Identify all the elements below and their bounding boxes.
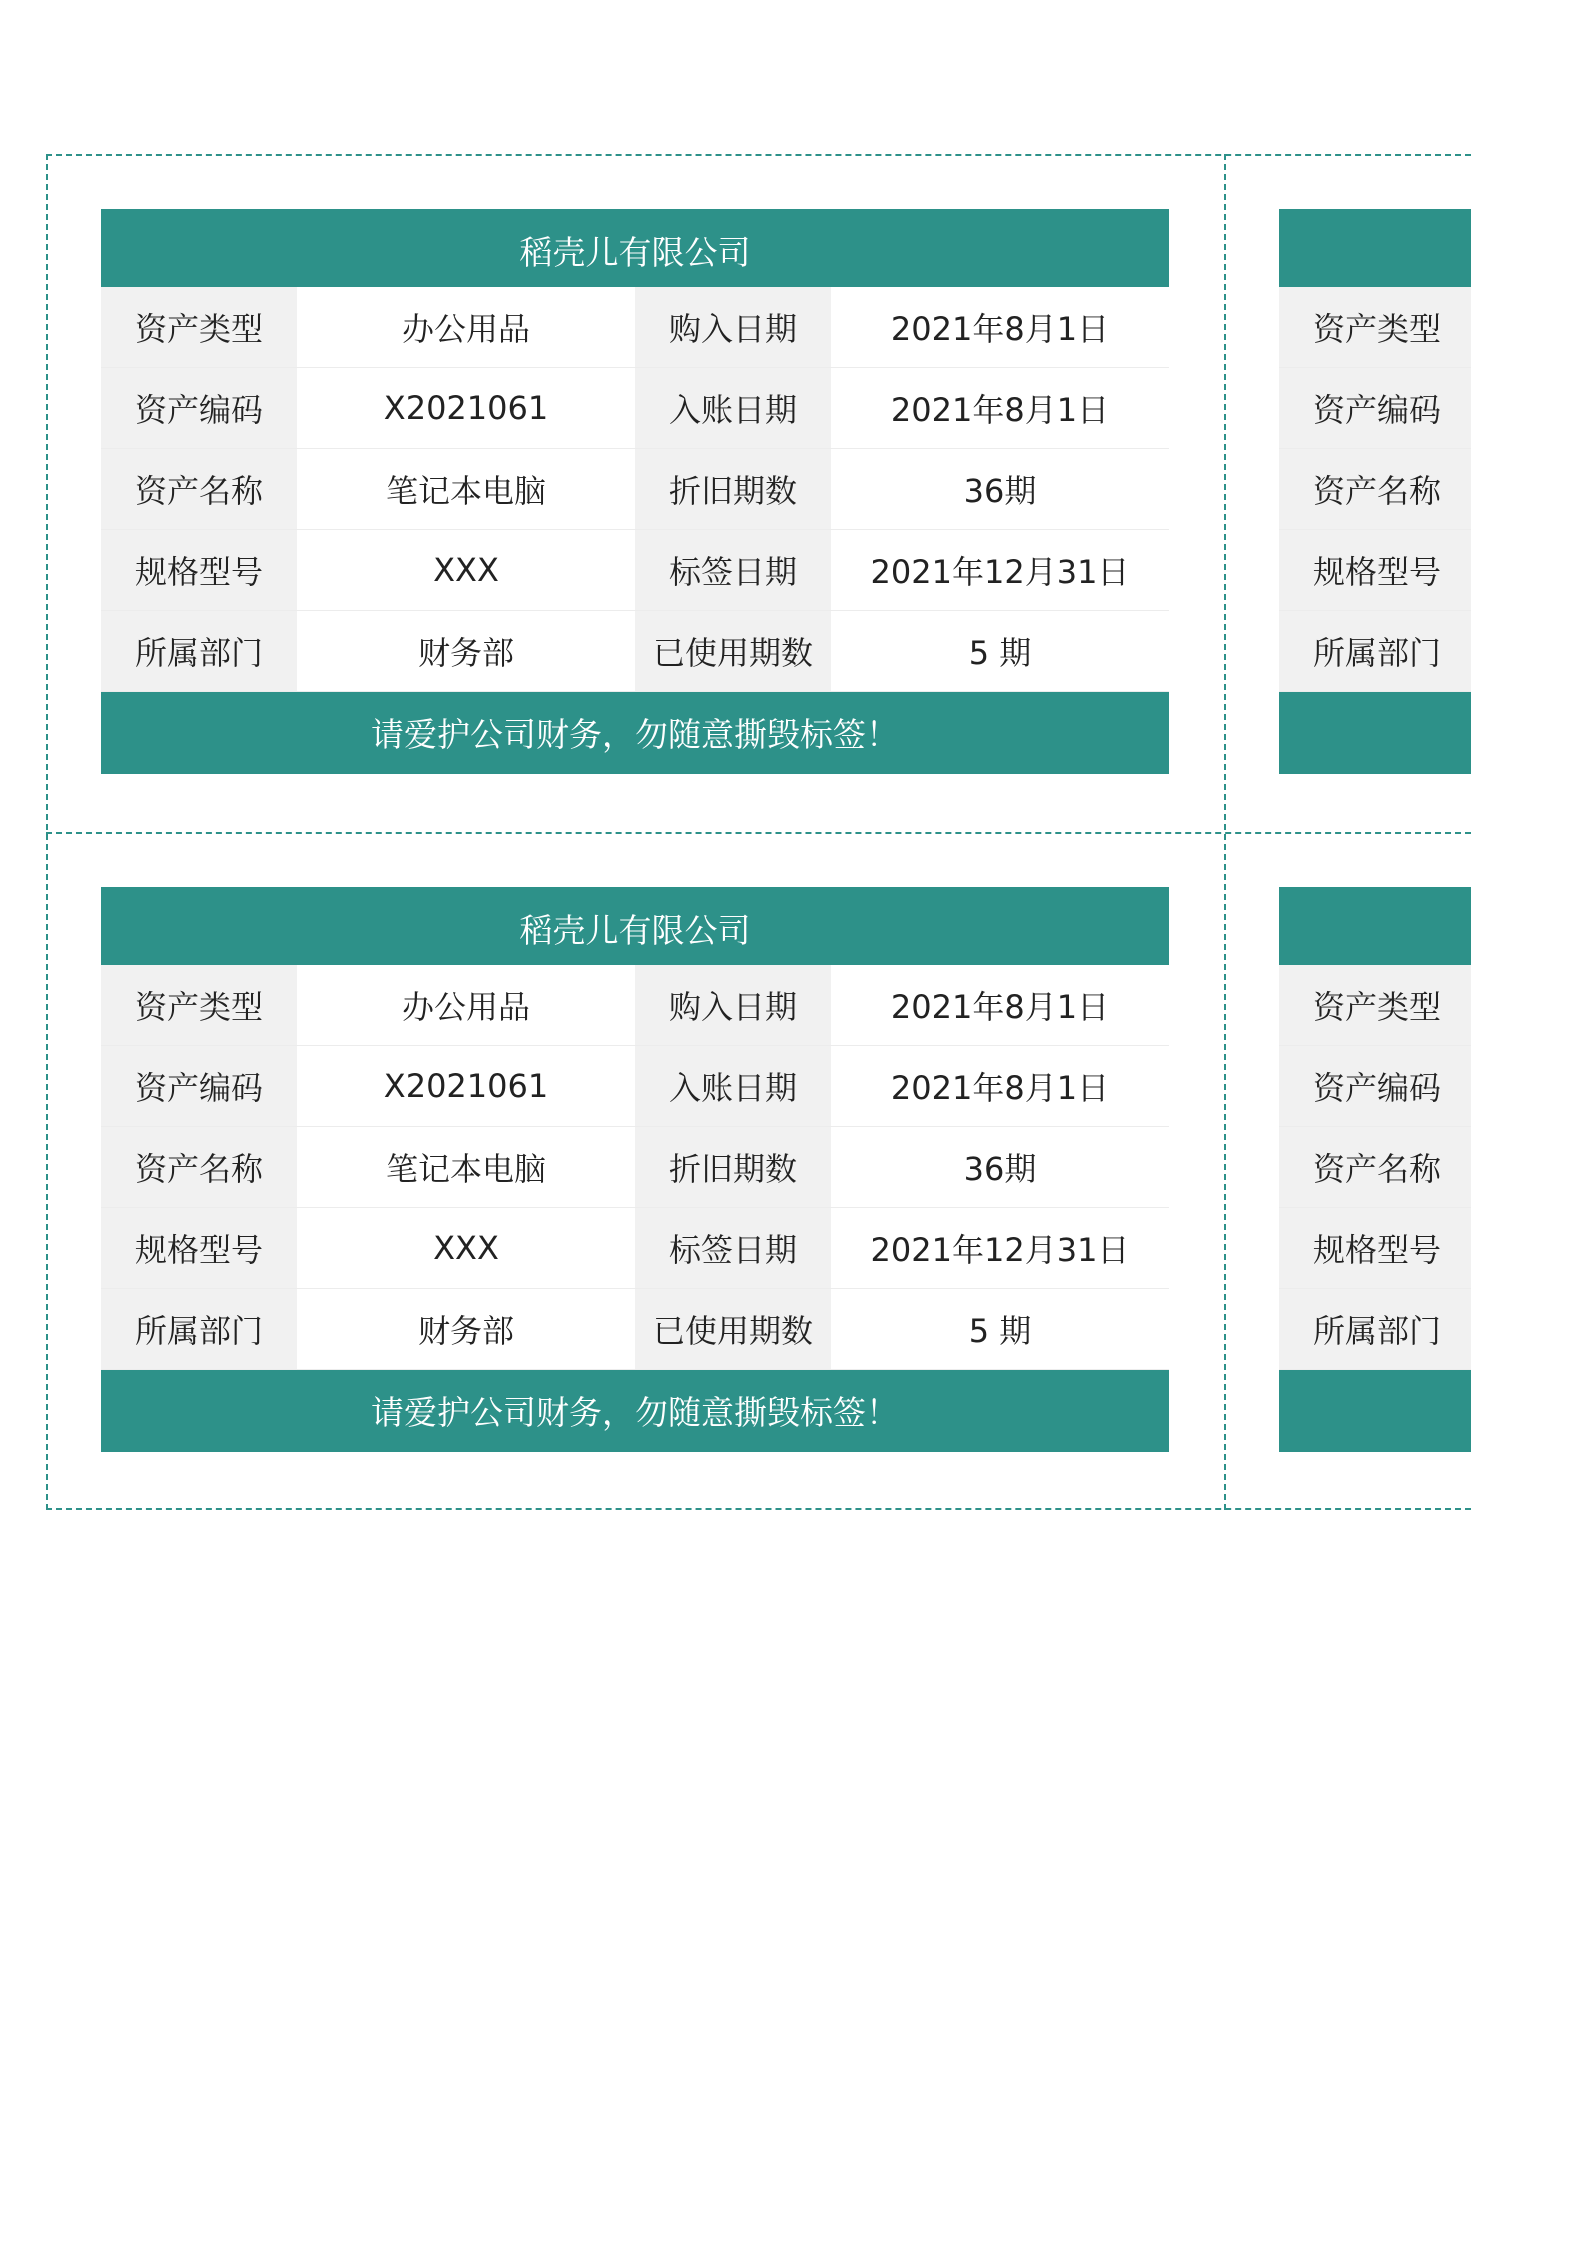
field-label: 所属部门 [1279, 611, 1471, 691]
field-label: 所属部门 [1279, 1289, 1471, 1369]
asset-label-card-partial [1279, 887, 1471, 1452]
field-value: XXX [433, 1229, 499, 1267]
field-label: 资产名称 [101, 449, 297, 529]
field-value: 36期 [963, 1150, 1037, 1188]
field-label: 折旧期数 [635, 1127, 831, 1207]
field-label: 入账日期 [635, 368, 831, 448]
company-name: 稻壳儿有限公司 [101, 209, 1169, 287]
field-value: 笔记本电脑 [385, 472, 546, 510]
field-value: XXX [433, 551, 499, 589]
field-value: 财务部 [417, 634, 514, 672]
table-row [101, 1208, 1169, 1289]
field-label: 资产编码 [1279, 368, 1471, 448]
field-value: 2021年8月1日 [890, 310, 1110, 348]
cut-line-top [46, 154, 1471, 156]
field-label: 资产编码 [101, 1046, 297, 1126]
table-row [1279, 1127, 1471, 1208]
field-label: 规格型号 [101, 530, 297, 610]
field-label: 已使用期数 [635, 611, 831, 691]
field-label: 所属部门 [101, 1289, 297, 1369]
field-label: 资产名称 [1279, 449, 1471, 529]
cut-line-middle [46, 832, 1471, 834]
field-label: 标签日期 [635, 530, 831, 610]
table-row [101, 611, 1169, 692]
field-label: 标签日期 [635, 1208, 831, 1288]
table-row [1279, 1046, 1471, 1127]
table-row [101, 530, 1169, 611]
footer-notice: 请爱护公司财务，勿随意撕毁标签！ [101, 1370, 1169, 1452]
cut-line-left [46, 154, 48, 1510]
field-label: 资产编码 [1279, 1046, 1471, 1126]
table-row [101, 368, 1169, 449]
table-row [101, 1289, 1169, 1370]
field-label: 资产类型 [1279, 965, 1471, 1045]
table-row [1279, 368, 1471, 449]
table-row [1279, 287, 1471, 368]
field-value: 2021年12月31日 [870, 1231, 1130, 1269]
field-value: 5 期 [968, 634, 1032, 672]
table-row [1279, 1208, 1471, 1289]
field-label: 资产类型 [1279, 287, 1471, 367]
field-value: X2021061 [383, 1067, 549, 1105]
field-label: 资产类型 [101, 287, 297, 367]
company-header-bar [1279, 209, 1471, 287]
asset-label-card [101, 887, 1169, 1452]
table-row [1279, 530, 1471, 611]
table-row [101, 965, 1169, 1046]
cut-line-bottom [46, 1508, 1471, 1510]
field-label: 资产名称 [101, 1127, 297, 1207]
asset-label-card-partial [1279, 209, 1471, 774]
field-label: 资产编码 [101, 368, 297, 448]
asset-label-card [101, 209, 1169, 774]
label-sheet [46, 154, 1471, 1510]
field-value: 2021年8月1日 [890, 391, 1110, 429]
field-value: 办公用品 [401, 310, 530, 348]
field-label: 购入日期 [635, 965, 831, 1045]
footer-bar [1279, 1370, 1471, 1452]
table-row [101, 449, 1169, 530]
field-value: 36期 [963, 472, 1037, 510]
field-label: 所属部门 [101, 611, 297, 691]
table-row [101, 1046, 1169, 1127]
field-value: 5 期 [968, 1312, 1032, 1350]
footer-notice: 请爱护公司财务，勿随意撕毁标签！ [101, 692, 1169, 774]
field-value: 2021年8月1日 [890, 1069, 1110, 1107]
field-value: X2021061 [383, 389, 549, 427]
field-label: 购入日期 [635, 287, 831, 367]
company-header-bar [1279, 887, 1471, 965]
field-label: 规格型号 [1279, 530, 1471, 610]
field-label: 资产类型 [101, 965, 297, 1045]
cut-line-center [1224, 154, 1226, 1510]
field-label: 折旧期数 [635, 449, 831, 529]
field-label: 入账日期 [635, 1046, 831, 1126]
table-row [1279, 449, 1471, 530]
field-value: 办公用品 [401, 988, 530, 1026]
table-row [1279, 611, 1471, 692]
field-value: 笔记本电脑 [385, 1150, 546, 1188]
footer-bar [1279, 692, 1471, 774]
table-row [1279, 965, 1471, 1046]
table-row [101, 1127, 1169, 1208]
field-value: 财务部 [417, 1312, 514, 1350]
field-label: 规格型号 [1279, 1208, 1471, 1288]
table-row [101, 287, 1169, 368]
field-value: 2021年8月1日 [890, 988, 1110, 1026]
field-label: 已使用期数 [635, 1289, 831, 1369]
field-label: 资产名称 [1279, 1127, 1471, 1207]
company-name: 稻壳儿有限公司 [101, 887, 1169, 965]
table-row [1279, 1289, 1471, 1370]
field-label: 规格型号 [101, 1208, 297, 1288]
field-value: 2021年12月31日 [870, 553, 1130, 591]
